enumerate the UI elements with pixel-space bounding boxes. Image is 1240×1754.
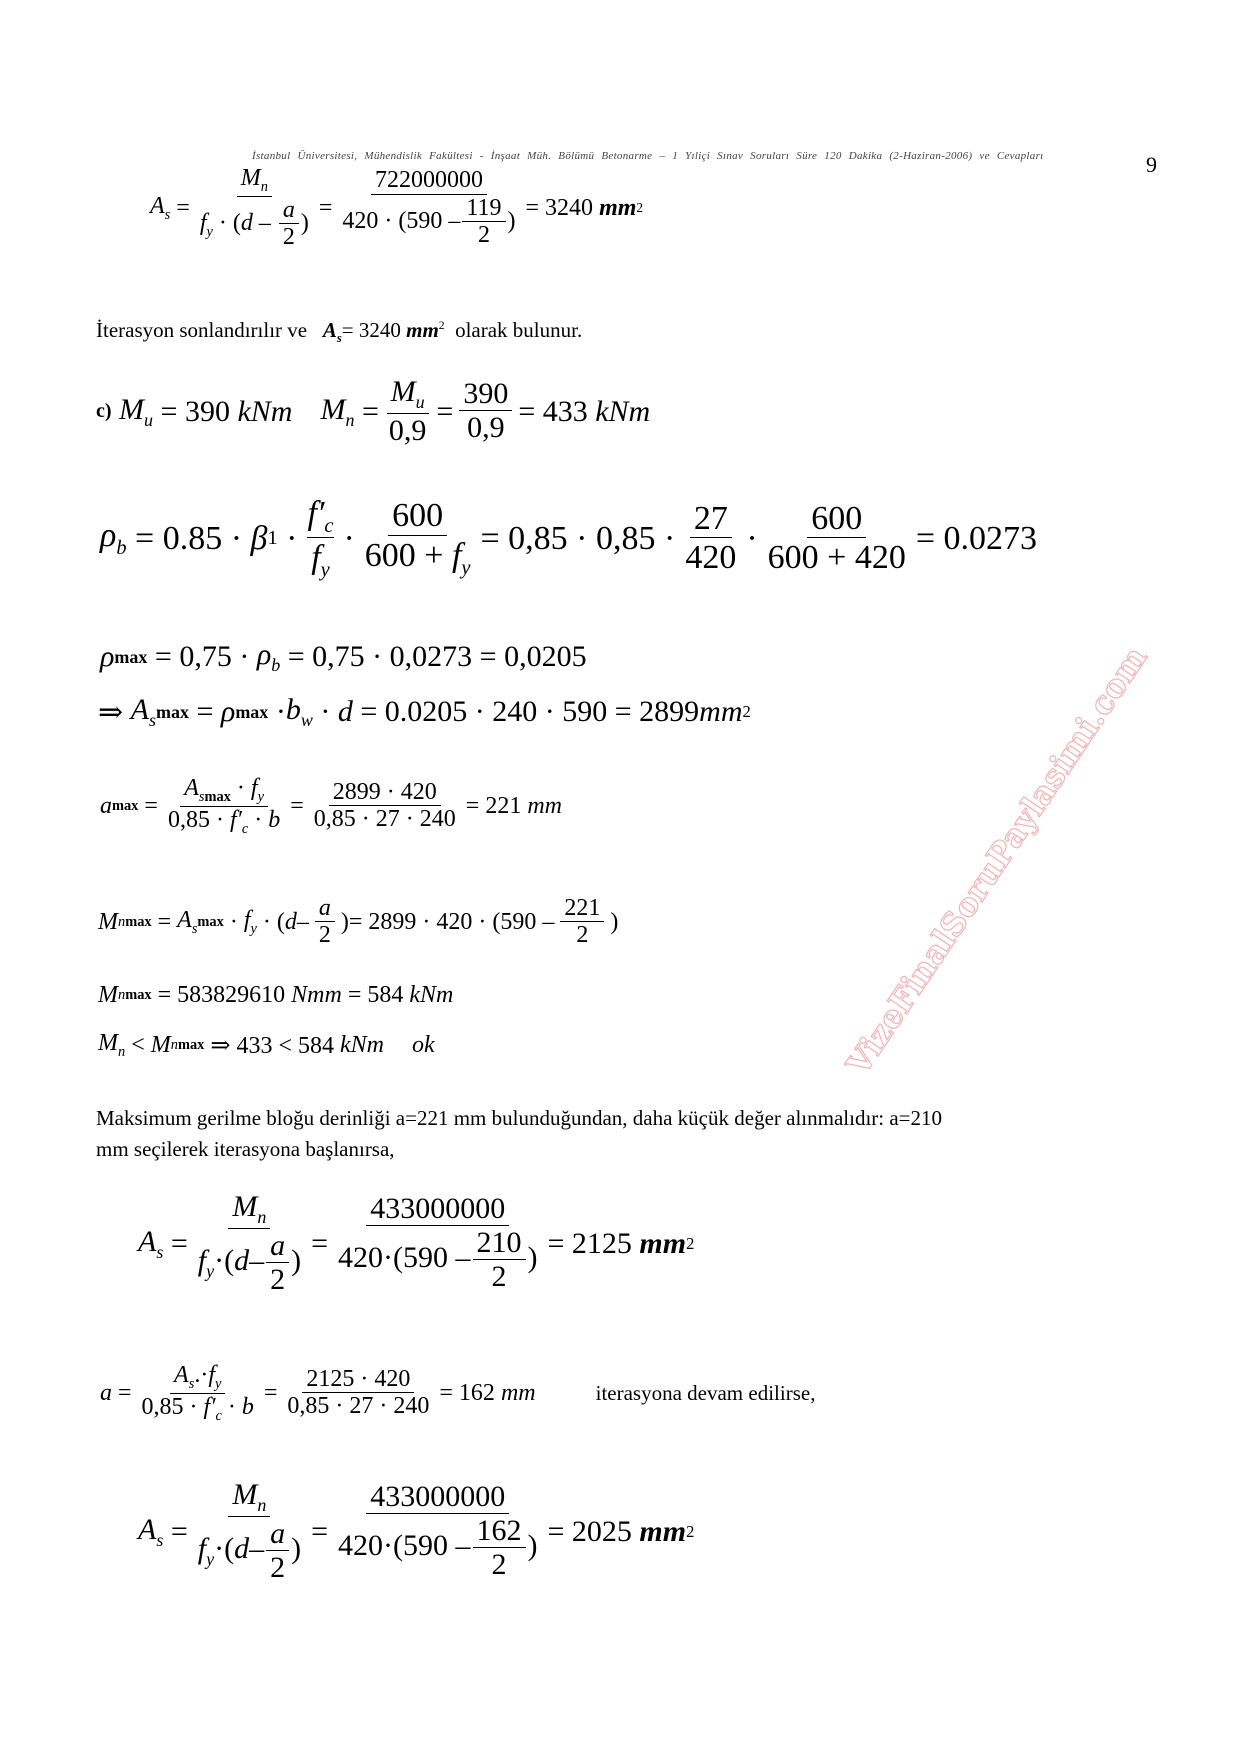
- equation-mu-mn: c) $M_u$ = 390 kNm $M_n$ = $M_u$ 0,9 = $\frac{390}{0,9}$ = 433 kNm: [96, 375, 651, 447]
- equation-as-max: ⇒ $A_s$ max = ρ max · $b_w$ · d = 0.0205 · 240 · 590 = 2899 mm 2: [98, 693, 751, 730]
- equation-as-3: $A_s$ = $M_n$ $f_y\cdot(d-$ $\frac{a}{2}$ ) = 433000000 420·(590 – $\frac{162}{2}$ ) = 2025 mm 2: [138, 1478, 695, 1584]
- equation-mn-max: M nmax = $A_s$ max · $f_y$ · ( d – $\frac{a}{2}$ ) = 2899 · 420 · (590 – 221 2 ): [98, 895, 619, 949]
- paragraph-max-depth: Maksimum gerilme bloğu derinliği a=221 mm bulunduğundan, daha küçük değer alınmalıdır: a=210 mm seçilerek iterasyona başlanırsa,: [96, 1106, 943, 1161]
- equation-as-1: $A_s$ = $M_n$ $f_y \cdot (d$ – $\frac{a}{2}$ ) = 722000000 420 · (590 – $\frac{119}{2}$ ) = 3240 mm 2: [150, 165, 643, 251]
- page-number: 9: [1146, 152, 1157, 177]
- watermark: VizeFinalSoruPaylasimi.com: [838, 639, 1155, 1082]
- equation-mn-max-result: M nmax = 583829610 Nmm = 584 kNm: [98, 982, 454, 1008]
- equation-as-2: $A_s$ = $M_n$ $f_y\cdot(d-$ $\frac{a}{2}$ ) = 433000000 420·(590 – $\frac{210}{2}$ ) = 2125 mm 2: [138, 1190, 695, 1296]
- page-header: İstanbul Üniversitesi, Mühendislik Fakültesi - İnşaat Müh. Bölümü Betonarme – 1 Yıliçi Sınav Soruları Süre 120 Dakika (2-Haziran-2006) ve Cevapları: [252, 150, 1044, 162]
- equation-rho-b: $\rho_b$ = 0.85 · β 1 · $f'_c$ $f_y$ · $\frac{600}{600 + f_y}$ = 0,85 · 0,85 · 27 420 · $\frac{600}{600 + 420}$ = 0.0273: [100, 495, 1038, 582]
- paragraph-iteration-end: İterasyon sonlandırılır ve $A_s= 3240$ $mm^2$ olarak bulunur.: [96, 318, 583, 346]
- equation-a-2: a = $A_s.\cdot f_y$ $0,85 \cdot f'_c \cdot b$ = $\frac{2125 \cdot 420}{0,85 \cdot 27 \cdot 240}$ = 162 mm iterasyona devam edilirse,: [100, 1362, 816, 1424]
- equation-check: $M_n$ < M nmax ⇒ 433 < 584 kNm ok: [98, 1030, 435, 1060]
- equation-rho-max: ρ max = 0,75 · $\rho_b$ = 0,75 · 0,0273 = 0,0205: [100, 638, 587, 675]
- equation-a-max: a max = $A_{smax} \cdot f_y$ $0,85 \cdot f'_c \cdot b$ = $\frac{2899 \cdot 420}{0,85 \cdot 27 \cdot 240}$ = 221 mm: [100, 775, 562, 837]
